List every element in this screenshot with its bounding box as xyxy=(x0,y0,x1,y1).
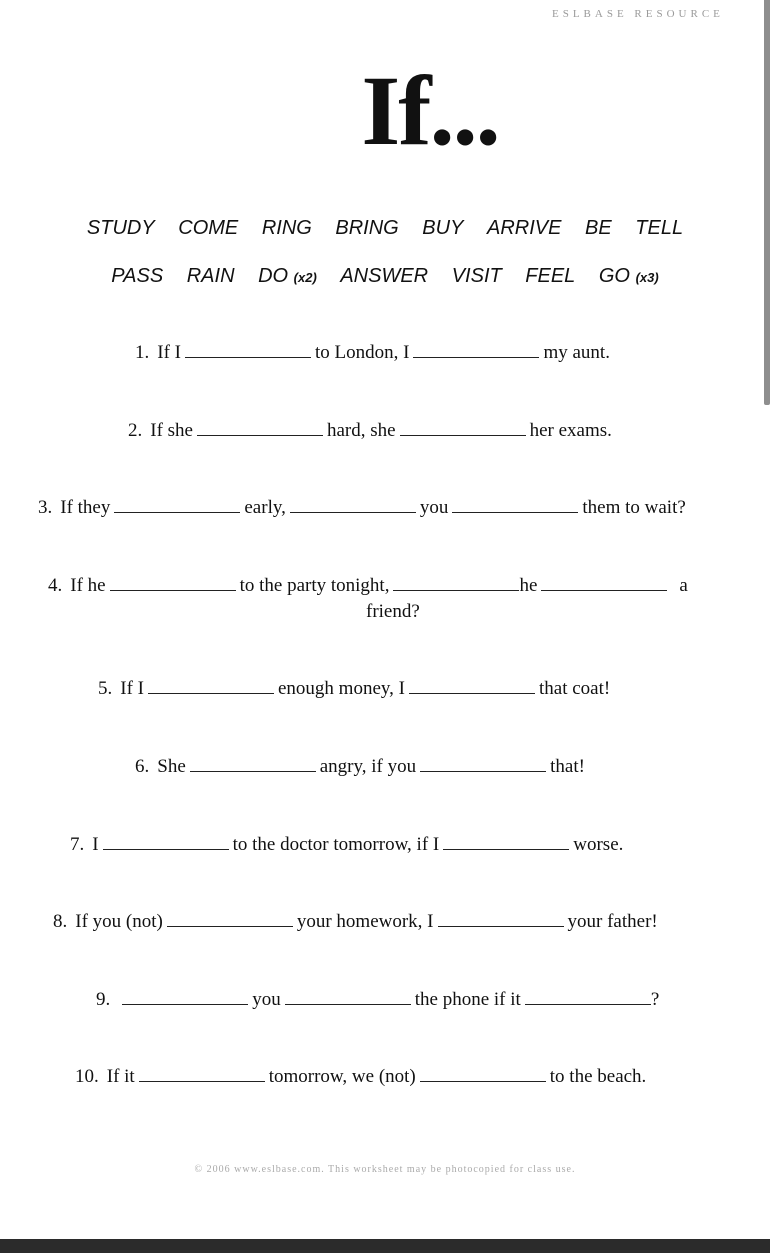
answer-blank[interactable] xyxy=(103,834,229,850)
question-text: your father! xyxy=(567,911,658,932)
question-number: 3. xyxy=(38,497,53,518)
question-number: 5. xyxy=(98,678,113,699)
word-buy: BUY xyxy=(422,217,464,239)
question-text: you xyxy=(419,497,449,518)
question-text: worse. xyxy=(573,834,624,855)
question-text: to London, I xyxy=(314,342,410,363)
word-study: STUDY xyxy=(86,217,155,239)
answer-blank[interactable] xyxy=(285,989,411,1005)
question-number: 7. xyxy=(70,834,85,855)
question-text: If I xyxy=(120,678,144,699)
answer-blank[interactable] xyxy=(139,1066,265,1082)
word-do-note: (x2) xyxy=(293,270,317,285)
answer-blank[interactable] xyxy=(114,497,240,513)
question-number: 10. xyxy=(75,1066,99,1087)
question-9 xyxy=(96,989,659,1011)
question-text: If they xyxy=(60,497,111,518)
answer-blank[interactable] xyxy=(420,756,546,772)
question-text: them to wait? xyxy=(582,497,686,518)
brand-watermark: ESLBASE RESOURCE xyxy=(552,8,724,20)
answer-blank[interactable] xyxy=(110,575,236,591)
question-text: your homework, I xyxy=(296,911,434,932)
question-text: that coat! xyxy=(538,678,611,699)
question-2 xyxy=(128,420,612,442)
question-text: to the beach. xyxy=(549,1066,647,1087)
question-text: enough money, I xyxy=(277,678,405,699)
question-text: a xyxy=(679,575,688,596)
question-4-continued: friend? xyxy=(366,601,420,622)
answer-blank[interactable] xyxy=(413,342,539,358)
word-rain: RAIN xyxy=(186,265,235,287)
question-text: If I xyxy=(157,342,181,363)
word-ring: RING xyxy=(261,217,312,239)
answer-blank[interactable] xyxy=(122,989,248,1005)
question-text: that! xyxy=(550,756,585,777)
question-number: 4. xyxy=(48,575,63,596)
question-number: 8. xyxy=(53,911,68,932)
answer-blank[interactable] xyxy=(409,678,535,694)
answer-blank[interactable] xyxy=(400,420,526,436)
question-8 xyxy=(53,911,658,933)
word-come: COME xyxy=(178,217,239,239)
word-be: BE xyxy=(585,217,612,239)
word-go-note: (x3) xyxy=(635,270,659,285)
answer-blank[interactable] xyxy=(167,911,293,927)
question-text: her exams. xyxy=(529,420,612,441)
word-answer: ANSWER xyxy=(340,265,429,287)
answer-blank[interactable] xyxy=(443,834,569,850)
question-text: the phone if it xyxy=(414,989,521,1010)
question-text: ? xyxy=(650,989,660,1010)
word-tell: TELL xyxy=(635,217,684,239)
answer-blank[interactable] xyxy=(393,575,519,591)
answer-blank[interactable] xyxy=(185,342,311,358)
question-text: If it xyxy=(106,1066,135,1087)
answer-blank[interactable] xyxy=(148,678,274,694)
copyright-footer: © 2006 www.eslbase.com. This worksheet may be photocopied for class use. xyxy=(194,1164,576,1175)
answer-blank[interactable] xyxy=(438,911,564,927)
question-text: If you (not) xyxy=(75,911,163,932)
question-3 xyxy=(38,497,686,519)
word-pass: PASS xyxy=(111,265,164,287)
question-10 xyxy=(75,1066,646,1088)
word-visit: VISIT xyxy=(451,265,502,287)
answer-blank[interactable] xyxy=(190,756,316,772)
question-text: tomorrow, we (not) xyxy=(268,1066,416,1087)
question-text: my aunt. xyxy=(543,342,610,363)
question-text: he xyxy=(519,575,538,596)
word-go: GO (x3) xyxy=(598,265,659,287)
word-bring: BRING xyxy=(335,217,399,239)
question-number: 9. xyxy=(96,989,111,1010)
question-4 xyxy=(48,575,688,597)
answer-blank[interactable] xyxy=(541,575,667,591)
question-text: She xyxy=(157,756,186,777)
question-5 xyxy=(98,678,610,700)
question-7 xyxy=(70,834,623,856)
word-arrive: ARRIVE xyxy=(486,217,562,239)
word-bank-row-1 xyxy=(0,217,770,240)
answer-blank[interactable] xyxy=(420,1066,546,1082)
question-text: you xyxy=(252,989,281,1010)
answer-blank[interactable] xyxy=(290,497,416,513)
answer-blank[interactable] xyxy=(452,497,578,513)
answer-blank[interactable] xyxy=(525,989,651,1005)
word-do: DO (x2) xyxy=(258,265,317,287)
question-1 xyxy=(135,342,610,364)
bottom-bar xyxy=(0,1239,770,1253)
question-6 xyxy=(135,756,585,778)
question-number: 6. xyxy=(135,756,150,777)
question-number: 1. xyxy=(135,342,150,363)
page-title: If... xyxy=(361,55,499,166)
answer-blank[interactable] xyxy=(197,420,323,436)
question-number: 2. xyxy=(128,420,143,441)
question-text: angry, if you xyxy=(319,756,417,777)
question-text: to the party tonight, xyxy=(239,575,390,596)
question-text: I xyxy=(92,834,99,855)
question-text: to the doctor tomorrow, if I xyxy=(232,834,440,855)
question-text: If she xyxy=(150,420,193,441)
word-feel: FEEL xyxy=(525,265,576,287)
question-text: early, xyxy=(244,497,286,518)
question-text: If he xyxy=(70,575,106,596)
word-bank-row-2 xyxy=(0,265,770,288)
question-text: hard, she xyxy=(326,420,396,441)
